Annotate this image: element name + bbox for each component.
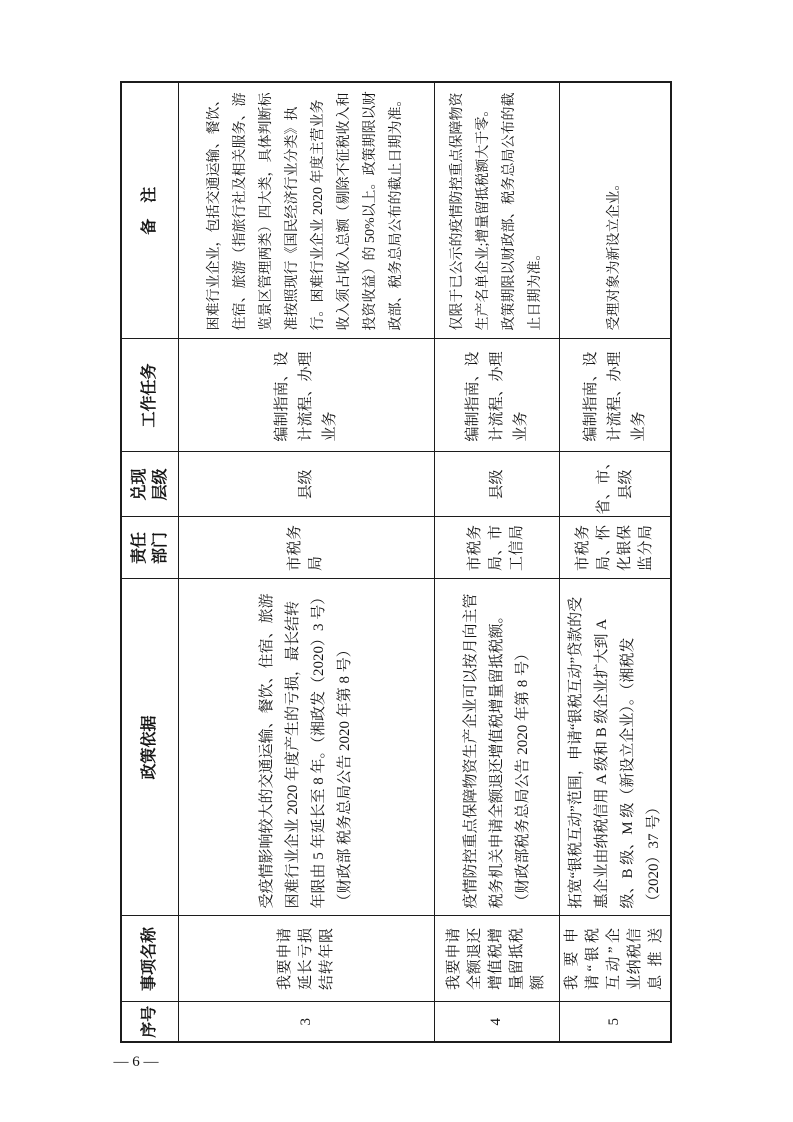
page-number: — 6 — (113, 1054, 159, 1070)
cell-level: 省、市、县级 (559, 452, 671, 517)
cell-note: 仅限于已公示的疫情防控重点保障物资生产名单企业;增量留抵税额大于零。政策期限以财政部、税务总局公布的截止日期为准。 (434, 82, 559, 339)
rotated-table-container (120, 83, 670, 1043)
header-note: 备 注 (121, 82, 178, 339)
cell-dept: 市税务局、怀化银保监分局 (559, 517, 671, 579)
cell-dept: 市税务局 (178, 517, 434, 579)
cell-level: 县级 (434, 452, 559, 517)
cell-seq: 3 (178, 1002, 434, 1042)
cell-dept: 市税务局、市工信局 (434, 517, 559, 579)
cell-task: 编制指南、设计流程、办理业务 (559, 339, 671, 452)
cell-level: 县级 (178, 452, 434, 517)
header-level: 兑现层级 (121, 452, 178, 517)
cell-note: 困难行业企业，包括交通运输、餐饮、住宿、旅游（指旅行社及相关服务、游览景区管理两类）四大类，具体判断标准按照现行《国民经济行业分类》执行。困难行业企业 2020 年度主营业务收入须占收入总额（剔除不征税收入和投资收益）的 50%以上。政策期限以财政部、税务总局公布的截止日期为准。 (178, 82, 434, 339)
cell-task: 编制指南、设计流程、办理业务 (178, 339, 434, 452)
cell-name: 我要申请全额退还增值税增量留抵税额 (434, 916, 559, 1002)
table-row-item-4 (434, 82, 559, 1042)
table-row-item-3 (178, 82, 434, 1042)
cell-policy: 受疫情影响较大的交通运输、餐饮、住宿、旅游困难行业企业 2020 年度产生的亏损，最长结转年限由 5 年延长至 8 年。（湘政发（2020）3 号）（财政部 税务总局公告 2020 年第 8 号） (178, 579, 434, 916)
header-seq: 序号 (121, 1002, 178, 1042)
table-header-row (121, 82, 178, 1042)
cell-seq: 4 (434, 1002, 559, 1042)
cell-policy: 疫情防控重点保障物资生产企业可以按月向主管税务机关申请全额退还增值税增量留抵税额。（财政部税务总局公告 2020 年第 8 号） (434, 579, 559, 916)
header-task: 工作任务 (121, 339, 178, 452)
header-dept: 责任部门 (121, 517, 178, 579)
cell-seq: 5 (559, 1002, 671, 1042)
cell-name: 我要申请“银税互动”企业纳税信息推送 (559, 916, 671, 1002)
header-name: 事项名称 (121, 916, 178, 1002)
cell-task: 编制指南、设计流程、办理业务 (434, 339, 559, 452)
cell-note: 受理对象为新设立企业。 (559, 82, 671, 339)
header-policy: 政策依据 (121, 579, 178, 916)
table-row-item-5 (559, 82, 671, 1042)
cell-policy: 拓宽“银税互动”范围，申请“银税互动”贷款的受惠企业由纳税信用 A 级和 B 级企业扩大到 A 级、B 级、M 级（新设立企业）。（湘税发（2020）37 号） (559, 579, 671, 916)
cell-name: 我要申请延长亏损结转年限 (178, 916, 434, 1002)
policy-task-table (120, 81, 672, 1043)
